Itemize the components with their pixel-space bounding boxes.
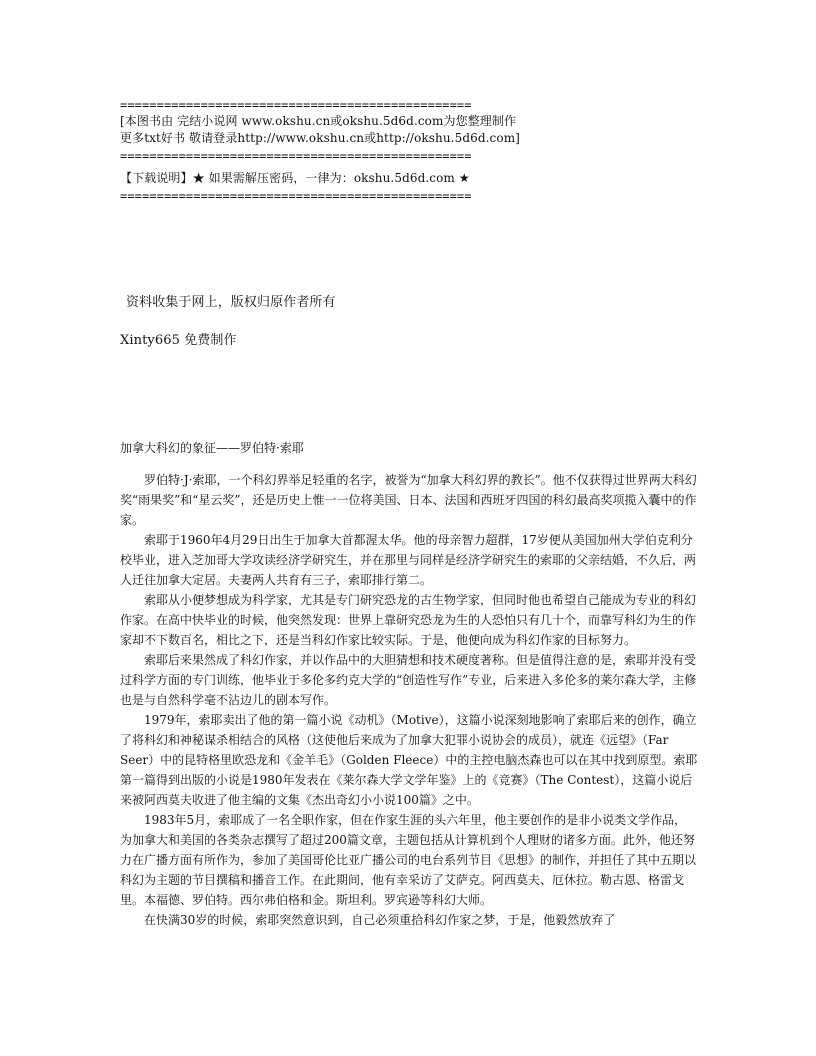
copyright-notice: 资料收集于网上，版权归原作者所有 <box>126 295 336 310</box>
header-line-1: [本图书由 完结小说网 www.okshu.cn或okshu.5d6d.com为您整理制作 <box>120 114 517 128</box>
separator-line: ================================================ <box>120 98 472 112</box>
article-paragraph: 索耶从小便梦想成为科学家，尤其是专门研究恐龙的古生物学家，但同时他也希望自己能成为专业的科幻作家。在高中快毕业的时候，他突然发现：世界上靠研究恐龙为生的人恐怕只有几十个，而靠写科幻为生的作家却不下数百名，相比之下，还是当科幻作家比较实际。于是，他便向成为科幻作家的目标努力。 <box>120 593 697 647</box>
header-line-2: 更多txt好书 敬请登录http://www.okshu.cn或http://okshu.5d6d.com] <box>120 131 520 145</box>
producer-credit: Xinty665 免费制作 <box>120 333 237 348</box>
article-paragraph: 1979年，索耶卖出了他的第一篇小说《动机》（Motive），这篇小说深刻地影响了索耶后来的创作，确立了将科幻和神秘谋杀相结合的风格（这使他后来成为了加拿大犯罪小说协会的成员），就连《远望》（Far Seer）中的昆特格里欧恐龙和《金羊毛》（Golden Fleece）中的主控电脑杰森也可以在其中找到原型。索耶第一篇得到出版的小说是1980年发表在《莱尔森大学文学年鉴》上的《竞赛》（The Contest），这篇小说后来被阿西莫夫收进了他主编的文集《杰出奇幻小小说100篇》之中。 <box>120 713 698 807</box>
separator-line: ================================================ <box>120 189 472 203</box>
article-paragraph: 1983年5月，索耶成了一名全职作家，但在作家生涯的头六年里，他主要创作的是非小说类文学作品，为加拿大和美国的各类杂志撰写了超过200篇文章，主题包括从计算机到个人理财的诸多方面。此外，他还努力在广播方面有所作为，参加了美国哥伦比亚广播公司的电台系列节目《思想》的制作，并担任了其中五期以科幻为主题的节目撰稿和播音工作。在此期间，他有幸采访了艾萨克。阿西莫夫、厄休拉。勒古恩、格雷戈里。本福德、罗伯特。西尔弗伯格和金。斯坦利。罗宾逊等科幻大师。 <box>120 813 697 907</box>
download-note: 【下载说明】★ 如果需解压密码，一律为：okshu.5d6d.com ★ <box>120 171 470 185</box>
article-body <box>120 470 698 930</box>
article-paragraph: 罗伯特·J·索耶，一个科幻界举足轻重的名字，被誉为“加拿大科幻界的教长”。他不仅获得过世界两大科幻奖“雨果奖”和“星云奖”，还是历史上惟一一位将美国、日本、法国和西班牙四国的科幻最高奖项揽入囊中的作家。 <box>120 473 697 527</box>
article-title: 加拿大科幻的象征——罗伯特·索耶 <box>120 441 304 455</box>
article-paragraph: 索耶后来果然成了科幻作家，并以作品中的大胆猜想和技术硬度著称。但是值得注意的是，索耶并没有受过科学方面的专门训练，他毕业于多伦多约克大学的“创造性写作”专业，后来进入多伦多的莱尔森大学，主修也是与自然科学毫不沾边儿的剧本写作。 <box>120 653 697 707</box>
article-paragraph: 在快满30岁的时候，索耶突然意识到，自己必须重拾科幻作家之梦，于是，他毅然放弃了 <box>144 913 616 927</box>
article-paragraph: 索耶于1960年4月29日出生于加拿大首都渥太华。他的母亲智力超群，17岁便从美国加州大学伯克利分校毕业，进入芝加哥大学攻读经济学研究生，并在那里与同样是经济学研究生的索耶的父亲结婚，不久后，两人迁往加拿大定居。夫妻两人共育有三子，索耶排行第二。 <box>120 533 697 587</box>
separator-line: ================================================ <box>120 149 472 163</box>
